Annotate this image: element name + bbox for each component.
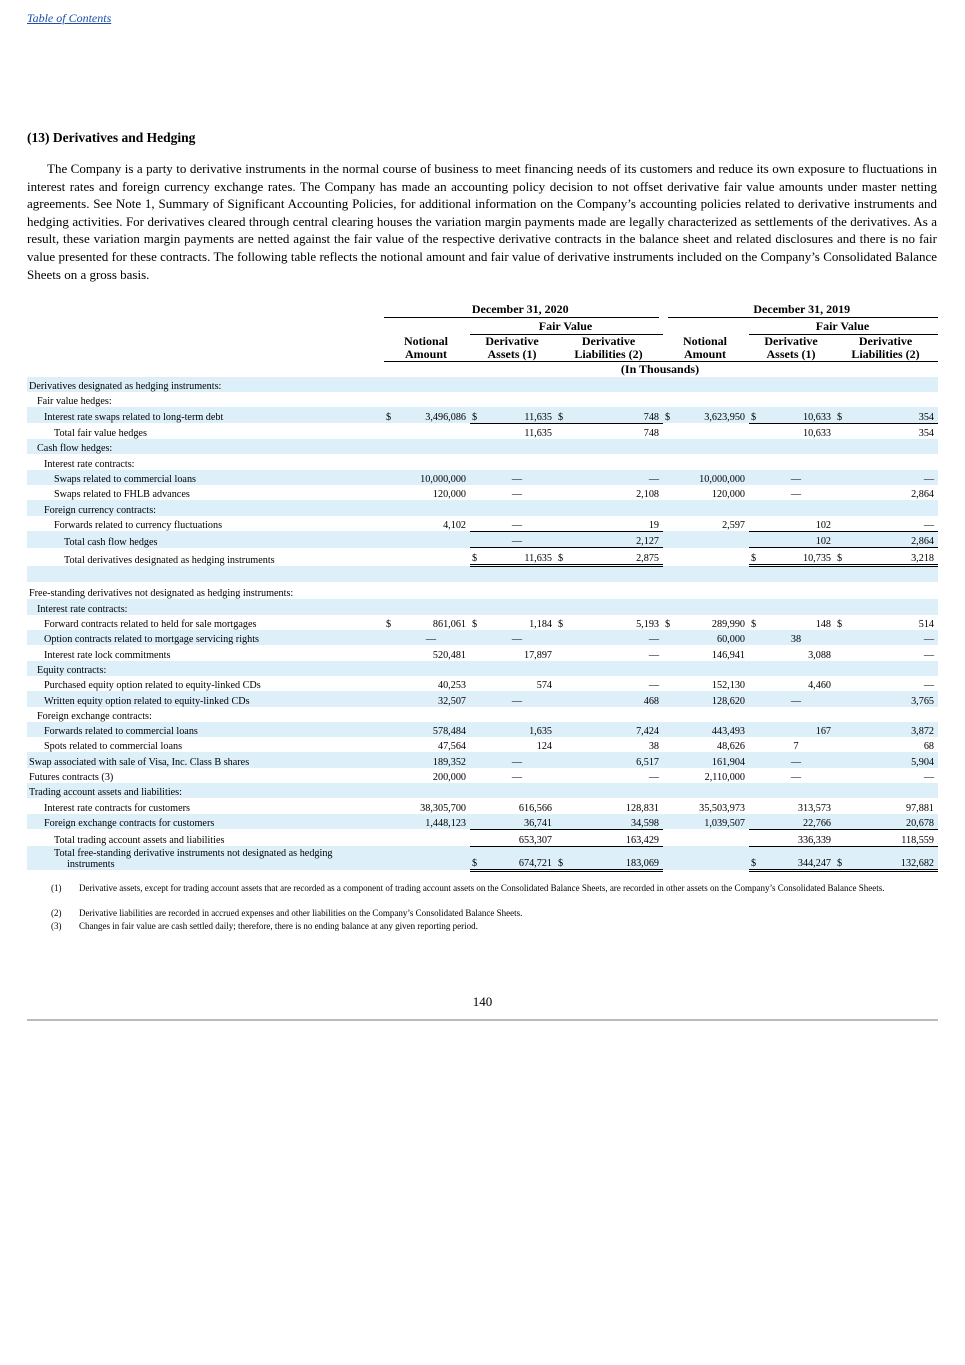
table-row: Forwards related to commercial loans 578,484 1,635 7,424 443,493 167 3,872 [27,722,938,737]
total-row: Total fair value hedges 11,635 748 10,633 354 [27,423,938,439]
header-fair-value [27,318,938,334]
total-row: Total derivatives designated as hedging instruments $ 11,635 $ 2,875 $ 10,735 $ 3,218 [27,548,938,566]
subsection-row: Foreign exchange contracts: [37,710,152,722]
derivatives-table [27,302,938,872]
table-row: Interest rate swaps related to long-term debt $ 3,496,086 $ 11,635 $ 748 $ 3,623,950 $ 10,633 $ 354 [27,407,938,423]
table-row: Spots related to commercial loans 47,564 124 38 48,626 7 68 [44,741,934,753]
table-row: Futures contracts (3) 200,000 — — 2,110,000 — — [29,772,934,784]
table-row: Interest rate contracts for customers 38,305,700 616,566 128,831 35,503,973 313,573 97,881 [44,802,934,814]
subsection-row: Interest rate contracts: [27,599,938,614]
total-row: Total cash flow hedges — 2,127 102 2,864 [27,531,938,547]
section-row: Free-standing derivatives not designated as hedging instruments: [29,588,294,600]
table-row: Swaps related to FHLB advances 120,000 — 2,108 120,000 — 2,864 [54,489,934,501]
footnote-1: (1) Derivative assets, except for trading account assets that are recorded as a component of trading account assets on the Consolidated Balance Sheets, are recorded in other assets on the Company’s Consolidated Balance Sheets. [51,883,885,893]
subsection-row: Interest rate contracts: [44,458,135,470]
fair-value-2019: Fair Value [749,318,938,334]
period-2020: December 31, 2020 [384,302,663,318]
table-row: Forwards related to currency fluctuations 4,102 — 19 2,597 102 — [54,519,934,532]
subsection-row: Fair value hedges: [37,396,112,408]
col-liabilities-2020: Derivative Liabilities (2) [556,334,663,361]
subsection-row: Foreign currency contracts: [27,500,938,515]
col-assets-2020: Derivative Assets (1) [470,334,556,361]
table-of-contents-link[interactable]: Table of Contents [27,11,112,25]
table-row: Swaps related to commercial loans 10,000,000 — — 10,000,000 — — [27,470,938,485]
intro-paragraph: The Company is a party to derivative instruments in the normal course of business to meet financing needs of its customers and reduce its own exposure to fluctuations in interest rates and foreign currency exchange rates. The Company has made an accounting policy decision to not offset derivative fair value amounts under master netting agreements. See Note 1, Summary of Significant Accounting Policies, for additional information on the Company’s accounting policies related to derivative instruments and hedging activities. For derivatives cleared through central clearing houses the variation margin payments made are legally characterized as settlements of the derivatives. As a result, these variation margin payments are netted against the fair value of the respective derivative contracts in the balance sheet and related disclosures and there is no fair value presented for these contracts. The following table reflects the notional amount and fair value of derivative instruments included on the Company’s Consolidated Balance Sheets on a gross basis. [27,161,937,282]
page-number: 140 [472,994,493,1009]
col-assets-2019: Derivative Assets (1) [749,334,835,361]
footnote-2: (2) Derivative liabilities are recorded in accrued expenses and other liabilities on the Company’s Consolidated Balance Sheets. [51,908,523,918]
footnote-3: (3) Changes in fair value are cash settled daily; therefore, there is no ending balance at any given reporting period. [51,921,478,931]
total-row: Total trading account assets and liabilities 653,307 163,429 336,339 118,559 [27,829,938,846]
table-row: Swap associated with sale of Visa, Inc. Class B shares 189,352 — 6,517 161,904 — 5,904 [27,752,938,767]
total-row: Total free-standing derivative instruments not designated as hedging instruments $ 674,721 $ 183,069 $ 344,247 $ 132,682 [27,846,938,870]
page-divider [27,1019,938,1021]
col-notional-2019: Notional Amount [663,334,749,361]
header-columns [27,334,938,361]
header-periods [27,302,938,318]
section-row: Derivatives designated as hedging instruments: [27,377,938,392]
col-notional-2020: Notional Amount [384,334,470,361]
table-row: Option contracts related to mortgage servicing rights — — — 60,000 38 — [27,630,938,645]
table-row: Foreign exchange contracts for customers 1,448,123 36,741 34,598 1,039,507 22,766 20,678 [27,814,938,830]
spacer-row [27,566,938,583]
table-row: Written equity option related to equity-linked CDs 32,507 — 468 128,620 — 3,765 [27,691,938,706]
col-liabilities-2019: Derivative Liabilities (2) [835,334,938,361]
subsection-row: Equity contracts: [27,661,938,676]
table-row: Forward contracts related to held for sale mortgages $ 861,061 $ 1,184 $ 5,193 $ 289,990 $ 148 $ 514 [44,619,934,631]
units-label: (In Thousands) [620,361,700,376]
table-row: Interest rate lock commitments 520,481 17,897 — 146,941 3,088 — [44,649,934,661]
subsection-row: Cash flow hedges: [27,439,938,454]
table-row: Purchased equity option related to equity-linked CDs 40,253 574 — 152,130 4,460 — [44,680,934,692]
section-heading: (13) Derivatives and Hedging [27,130,196,145]
period-2019: December 31, 2019 [663,302,938,318]
subsection-row: Trading account assets and liabilities: [27,783,938,798]
fair-value-2020: Fair Value [470,318,663,334]
header-units [27,361,938,377]
